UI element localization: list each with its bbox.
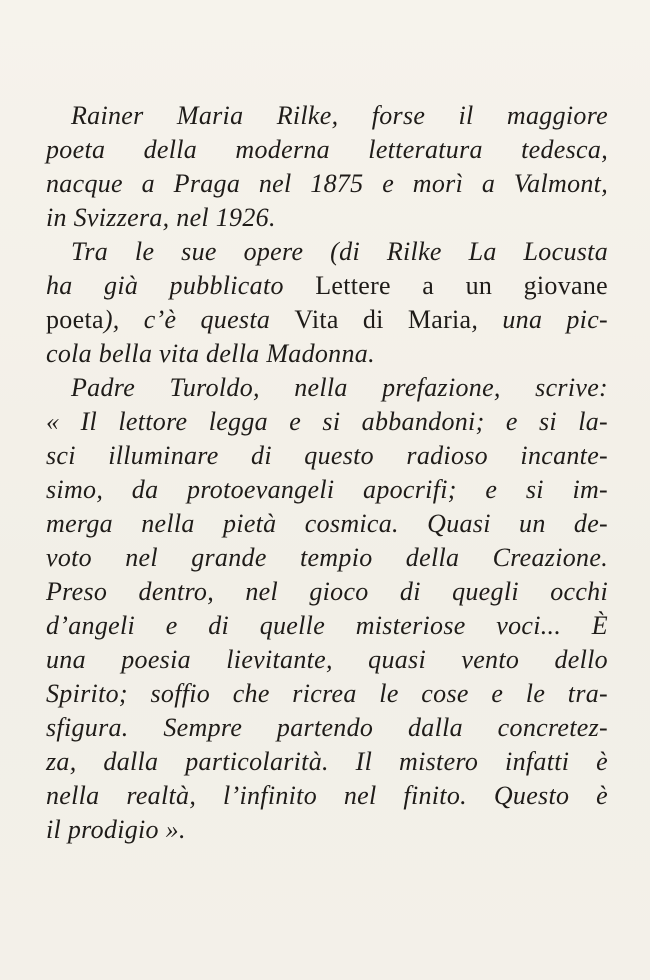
italic-text: Padre Turoldo, nella prefazione, scrive:: [71, 373, 608, 402]
italic-text: voto nel grande tempio della Creazione.: [46, 543, 608, 572]
italic-text: il prodigio ».: [46, 815, 186, 844]
text-line: [46, 643, 608, 677]
italic-text: nacque a Praga nel 1875 e morì a Valmont,: [46, 169, 608, 198]
text-line: [46, 507, 608, 541]
text-line: [46, 541, 608, 575]
italic-text: Tra le sue opere (di Rilke La Locusta: [71, 237, 608, 266]
italic-text: ), c’è questa: [103, 305, 295, 334]
italic-text: ha già pubblicato: [46, 271, 316, 300]
italic-text: merga nella pietà cosmica. Quasi un de-: [46, 509, 608, 538]
body-text: [46, 99, 608, 847]
title-text: poeta: [46, 305, 104, 334]
text-line: [46, 133, 608, 167]
text-line: [46, 609, 608, 643]
text-line: [46, 439, 608, 473]
italic-text: Preso dentro, nel gioco di quegli occhi: [46, 577, 608, 606]
text-line: [46, 337, 608, 371]
italic-text: in Svizzera, nel 1926.: [46, 203, 276, 232]
text-line: [46, 813, 608, 847]
text-line: [46, 201, 608, 235]
text-line: [46, 269, 608, 303]
italic-text: , una pic-: [471, 305, 609, 334]
text-line: [46, 745, 608, 779]
italic-text: nella realtà, l’infinito nel finito. Questo è: [46, 781, 608, 810]
italic-text: « Il lettore legga e si abbandoni; e si la-: [46, 407, 608, 436]
text-line: [46, 235, 608, 269]
text-line: [46, 167, 608, 201]
title-text: Lettere a un giovane: [315, 271, 608, 300]
italic-text: una poesia lievitante, quasi vento dello: [46, 645, 608, 674]
italic-text: cola bella vita della Madonna.: [46, 339, 375, 368]
text-line: [46, 405, 608, 439]
text-line: [46, 779, 608, 813]
italic-text: Rainer Maria Rilke, forse il maggiore: [71, 101, 608, 130]
title-text: Vita di Maria: [294, 305, 472, 334]
italic-text: Spirito; soffio che ricrea le cose e le tra-: [46, 679, 608, 708]
text-line: [46, 99, 608, 133]
italic-text: poeta della moderna letteratura tedesca,: [46, 135, 608, 164]
text-line: [46, 303, 608, 337]
text-line: [46, 677, 608, 711]
text-line: [46, 473, 608, 507]
italic-text: sfigura. Sempre partendo dalla concretez-: [46, 713, 608, 742]
italic-text: za, dalla particolarità. Il mistero infatti è: [46, 747, 608, 776]
italic-text: d’angeli e di quelle misteriose voci... È: [46, 611, 608, 640]
italic-text: simo, da protoevangeli apocrifi; e si im-: [46, 475, 608, 504]
text-line: [46, 575, 608, 609]
italic-text: sci illuminare di questo radioso incante-: [46, 441, 608, 470]
text-line: [46, 711, 608, 745]
text-line: [46, 371, 608, 405]
